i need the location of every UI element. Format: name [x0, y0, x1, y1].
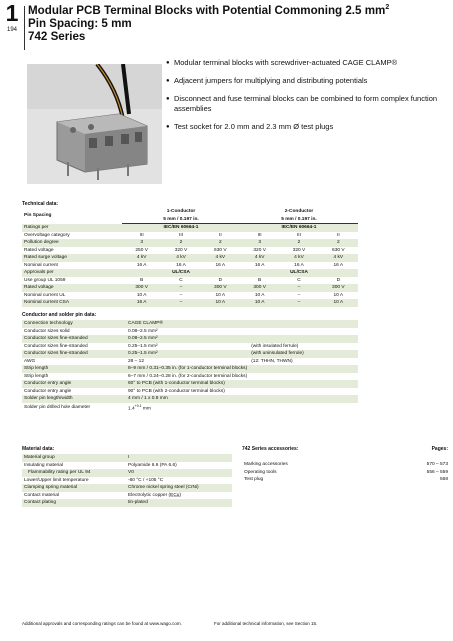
row-note: [249, 388, 358, 396]
group-1-header: 1-Conductor: [166, 209, 196, 214]
conductor-data-table: [22, 320, 358, 413]
table-row: [242, 476, 450, 484]
row-value: C: [297, 277, 301, 283]
row-value: [126, 320, 249, 328]
row-value: 320 V: [174, 247, 188, 253]
accessory-label: Operating tools: [244, 469, 277, 475]
row-value: Electrolytic copper (E̲C̲u̲): [128, 492, 182, 498]
row-value-text: 4 mm / 1 x 0.8 mm: [128, 396, 168, 401]
row-value: [126, 365, 249, 373]
row-value: B: [258, 277, 262, 283]
row-value: 4 kV: [201, 254, 240, 262]
technical-data-rows: [22, 224, 358, 307]
table-row: [22, 232, 358, 240]
row-value: 10 A: [201, 299, 240, 307]
row-note: [249, 403, 358, 413]
material-data-table: [22, 454, 232, 507]
row-label: Conductor entry angle: [24, 388, 72, 394]
title-line-2: Pin Spacing: 5 mm: [28, 16, 132, 30]
header-divider: [24, 6, 25, 50]
technical-data-title: Technical data:: [22, 201, 59, 207]
row-note: [249, 335, 358, 343]
row-value: I: [126, 454, 232, 462]
table-row: [22, 224, 358, 232]
table-row: [22, 299, 358, 307]
row-label: Conductor sizes fine-stranded: [24, 343, 88, 349]
row-value-text: 28 – 12: [128, 358, 145, 364]
table-row: [22, 239, 358, 247]
row-note: [249, 395, 358, 403]
row-label: Overvoltage category: [24, 232, 70, 238]
row-label: Lower/Upper limit temperature: [24, 477, 89, 483]
material-data-rows: [22, 454, 232, 507]
row-value: 4 kV: [279, 254, 318, 262]
row-value-text: 8–9 mm / 0.31–0.35 in. (for 1-conductor terminal blocks): [128, 366, 248, 371]
feature-item: ● Disconnect and fuse terminal blocks can be combined to form complex function assemblies: [166, 94, 451, 114]
technical-data-table: [22, 208, 358, 307]
row-value: C: [179, 277, 183, 283]
row-value: 250 V: [135, 247, 148, 253]
feature-item: ● Adjacent jumpers for multiplying and distributing potentials: [166, 76, 451, 86]
footer-approvals-note: Additional approvals and corresponding ratings can be found at www.wago.com.: [22, 621, 182, 626]
row-label: Approvals per: [22, 269, 122, 277]
row-value: 10 A: [240, 299, 279, 307]
table-row: [22, 247, 358, 255]
table-row: [22, 284, 358, 292]
row-label: Conductor entry angle: [22, 380, 126, 388]
row-value: B: [140, 277, 144, 283]
row-value: Chrome nickel spring steel (CrNi): [126, 484, 232, 492]
table-row: [242, 469, 450, 477]
row-label: Material group: [22, 454, 126, 462]
row-value: III: [296, 232, 301, 238]
row-value: –: [297, 292, 301, 298]
row-value: 16 A: [215, 262, 226, 268]
table-row: [22, 277, 358, 285]
table-row: [242, 461, 450, 469]
row-label: Nominal current CSA: [22, 299, 122, 307]
row-value-text: 6–7 mm / 0.24–0.28 in. (for 2-conductor terminal blocks): [128, 373, 248, 379]
row-value: 2: [279, 239, 318, 247]
table-row: [22, 469, 232, 477]
row-value: V0: [126, 469, 232, 477]
row-value: 630 V: [332, 247, 345, 253]
feature-item: ● Test socket for 2.0 mm and 2.3 mm Ø test plugs: [166, 122, 451, 132]
row-label: Conductor sizes fine-stranded: [22, 335, 126, 343]
table-row: [22, 388, 358, 396]
row-label: Strip length: [24, 373, 49, 379]
row-value: –: [279, 284, 318, 292]
row-label: Strip length: [22, 365, 126, 373]
row-value: 4 kV: [240, 254, 279, 262]
row-standard-2: UL/CSA: [240, 269, 358, 277]
table-row: [22, 380, 358, 388]
table-row: [22, 320, 358, 328]
row-value-unit: mm: [141, 406, 151, 412]
row-value: Polyamide 6.6 (PA 6.6): [128, 462, 177, 468]
row-label: Contact material: [24, 492, 59, 498]
row-label: Rated voltage: [24, 247, 54, 253]
row-label: Rated surge voltage: [22, 254, 122, 262]
table-row: [22, 262, 358, 270]
row-value-text: 90° to PCB (with 2-conductor terminal blocks): [128, 388, 225, 394]
row-note: (with uninsulated ferrule): [249, 350, 358, 358]
accessories-rows: [242, 461, 450, 484]
table-row: [22, 492, 232, 500]
row-value: 320 V: [292, 247, 306, 253]
material-data-title: Material data:: [22, 446, 55, 452]
row-standard-1: UL/CSA: [122, 269, 240, 277]
table-row: [22, 292, 358, 300]
feature-item: ● Modular terminal blocks with screwdriver-actuated CAGE CLAMP®: [166, 58, 451, 68]
row-label: Flammability rating per UL 94: [22, 469, 126, 477]
table-row: [22, 350, 358, 358]
row-label: Rated voltage: [22, 284, 122, 292]
row-value: –: [279, 299, 318, 307]
table-row: [22, 454, 232, 462]
row-value: [126, 380, 249, 388]
page-title: [28, 1, 448, 43]
row-value: 4 kV: [161, 254, 200, 262]
row-value: [126, 350, 249, 358]
table-row: [22, 343, 358, 351]
chapter-number: 1: [5, 0, 19, 26]
row-value: 10 A: [254, 292, 265, 298]
row-value-text: 1.4: [128, 406, 135, 412]
row-value: 10 A: [215, 292, 226, 298]
row-label: Conductor sizes fine-stranded: [22, 350, 126, 358]
row-value: 10 A: [136, 292, 147, 298]
page-number: 194: [6, 27, 17, 33]
title-line-3: 742 Series: [28, 29, 86, 43]
row-value: [126, 403, 249, 413]
row-note: [249, 365, 358, 373]
row-value: 300 V: [319, 284, 358, 292]
row-label: Connection technology: [22, 320, 126, 328]
row-value: –: [179, 292, 183, 298]
terminal-block-illustration: [27, 64, 162, 184]
row-value: [126, 328, 249, 336]
row-value-text: 0.25–1.5 mm²: [128, 343, 158, 349]
row-value: D: [336, 277, 341, 283]
row-value: [126, 373, 249, 381]
accessory-label: Test plug: [244, 477, 264, 482]
feature-list: [166, 58, 451, 140]
row-value: II: [336, 232, 340, 238]
row-note: (with insulated ferrule): [251, 343, 299, 349]
row-value: 16 A: [122, 299, 161, 307]
row-note: [249, 320, 358, 328]
table-row: [22, 499, 232, 507]
accessories-table: [242, 461, 450, 484]
table-row: [22, 335, 358, 343]
row-standard-1: IEC/EN 60664-1: [122, 224, 240, 232]
row-value: 3: [240, 239, 279, 247]
row-value-text: 0.08–2.5 mm²: [128, 336, 158, 341]
row-value: [126, 395, 249, 403]
row-value: II: [218, 232, 222, 238]
title-superscript: 2: [385, 4, 390, 11]
row-note: [249, 328, 358, 336]
row-label: Nominal current: [24, 262, 58, 268]
row-label: Ratings per: [22, 224, 122, 232]
row-label: Nominal current UL: [24, 292, 66, 298]
row-value: 16 A: [176, 262, 186, 268]
table-row: [22, 403, 358, 413]
row-value: III: [257, 232, 262, 238]
title-line-1: Modular PCB Terminal Blocks with Potential Commoning 2.5 mm: [28, 3, 386, 17]
row-value: 320 V: [253, 247, 266, 253]
row-note: [249, 380, 358, 388]
row-value-text: CAGE CLAMP®: [128, 321, 163, 326]
group-2-spacing: 5 mm / 0.197 in.: [240, 216, 358, 224]
table-row: [22, 254, 358, 262]
row-value: [126, 388, 249, 396]
row-label: Use group UL 1059: [24, 277, 66, 283]
table-row: [22, 477, 232, 485]
row-value-sup: +0.1: [134, 403, 142, 408]
row-value: 16 A: [294, 262, 304, 268]
accessory-pages: 556 – 559: [426, 469, 448, 475]
row-value: III: [139, 232, 144, 238]
row-note: (12: THHN, THWN): [251, 358, 293, 364]
row-value: 2: [319, 239, 358, 247]
row-value: [126, 343, 249, 351]
row-label: Insulating material: [24, 462, 63, 468]
row-value: D: [218, 277, 223, 283]
pin-spacing-label: Pin Spacing: [24, 213, 52, 218]
row-note: [249, 373, 358, 381]
row-value: III: [178, 232, 183, 238]
row-value-text: 60° to PCB (with 1-conductor terminal blocks): [128, 381, 225, 386]
row-value: –: [161, 284, 200, 292]
row-value: tin-plated: [126, 499, 232, 507]
row-label: Pollution degree: [22, 239, 122, 247]
row-value: 300 V: [122, 284, 161, 292]
row-value: 4 kV: [319, 254, 358, 262]
row-value: [126, 358, 249, 366]
footer-technical-note: For additional technical information, see Section 15.: [214, 621, 318, 626]
row-value: -60 °C / +105 °C: [128, 477, 164, 483]
table-row: [22, 328, 358, 336]
row-value: 2: [161, 239, 200, 247]
table-row: [22, 373, 358, 381]
row-label: Contact plating: [22, 499, 126, 507]
row-label: Conductor sizes solid: [24, 328, 70, 334]
table-row: [22, 358, 358, 366]
row-label: Clamping spring material: [22, 484, 126, 492]
row-value: 16 A: [136, 262, 147, 268]
row-value: 630 V: [214, 247, 227, 253]
row-value: [126, 335, 249, 343]
group-2-header: 2-Conductor: [284, 209, 314, 214]
conductor-data-rows: [22, 320, 358, 413]
table-row: [22, 395, 358, 403]
row-value: 300 V: [201, 284, 240, 292]
table-row: [22, 484, 232, 492]
row-value: 300 V: [240, 284, 279, 292]
row-label: Solder pin drilled hole diameter: [24, 404, 91, 410]
row-value: 4 kV: [122, 254, 161, 262]
group-1-spacing: 5 mm / 0.197 in.: [122, 216, 240, 224]
table-row: [22, 462, 232, 470]
row-value: 16 A: [333, 262, 344, 268]
row-value-text: 0.25–1.5 mm²: [128, 351, 158, 356]
accessories-title: 742 Series accessories:: [242, 446, 299, 452]
row-value: 3: [122, 239, 161, 247]
row-value: –: [161, 299, 200, 307]
row-label: AWG: [24, 358, 36, 364]
row-label: Solder pin length/width: [22, 395, 126, 403]
row-value-text: 0.08–2.5 mm²: [128, 328, 158, 334]
conductor-data-title: Conductor and solder pin data:: [22, 312, 97, 318]
pages-header: Pages:: [431, 446, 448, 452]
table-row: [22, 269, 358, 277]
row-value: 2: [201, 239, 240, 247]
accessory-label: Marking accessories: [244, 462, 288, 467]
accessory-pages: 570 – 573: [426, 462, 448, 467]
row-value: 16 A: [254, 262, 265, 268]
product-photo: [27, 64, 162, 184]
table-row: [22, 365, 358, 373]
row-standard-2: IEC/EN 60664-1: [240, 224, 358, 232]
row-value: 10 A: [319, 299, 358, 307]
accessory-pages: 568: [439, 477, 448, 482]
row-value: 10 A: [333, 292, 344, 298]
